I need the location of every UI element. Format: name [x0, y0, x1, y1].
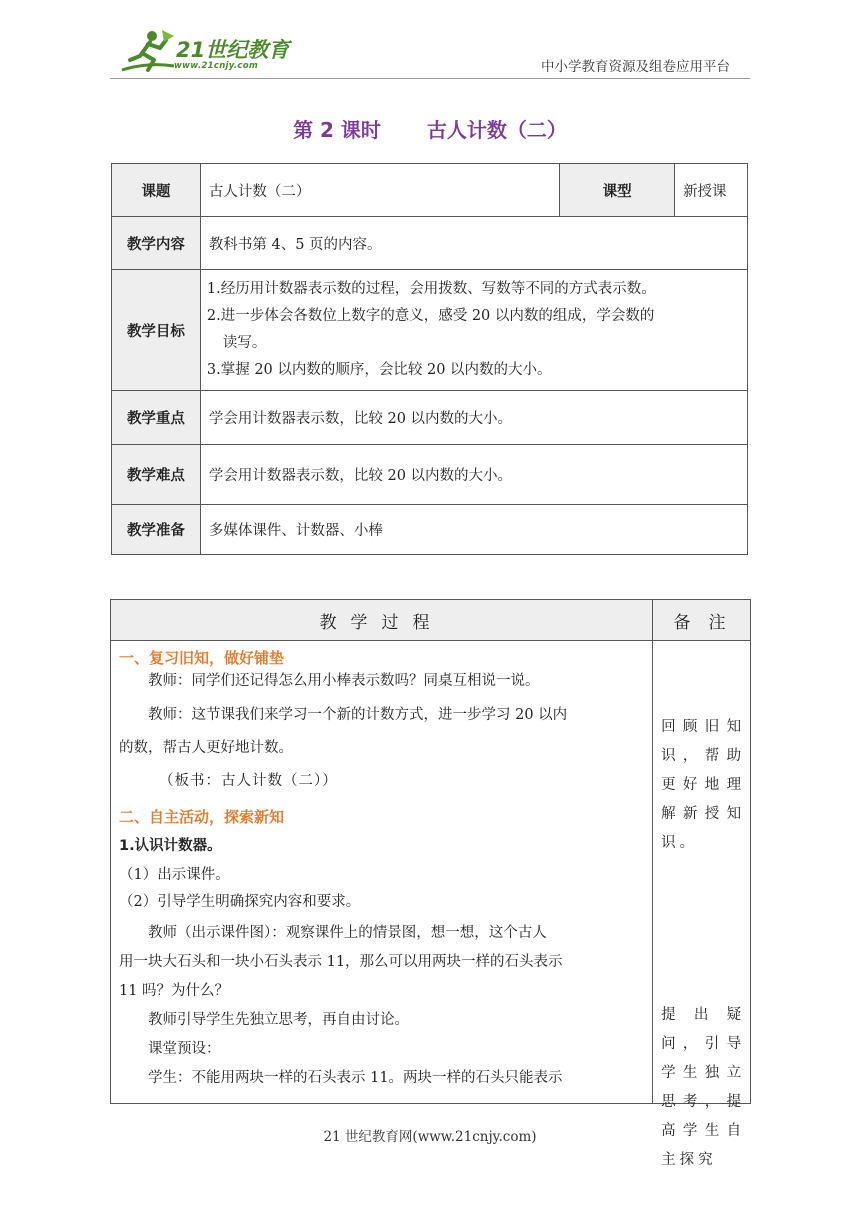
s2-paragraph-2: 教师引导学生先独立思考，再自由讨论。	[148, 1012, 409, 1028]
process-header-note: 备注	[653, 600, 751, 641]
goal-3: 3.掌握 20 以内数的顺序，会比较 20 以内数的大小。	[206, 362, 552, 378]
page-header	[0, 0, 860, 90]
s2-subtitle-1: 1.认识计数器。	[119, 838, 222, 854]
s2-paragraph-1c: 11 吗？为什么？	[119, 983, 230, 999]
difficulty-label: 教学难点	[112, 445, 201, 505]
s1-paragraph-2a: 教师：这节课我们来学习一个新的计数方式，进一步学习 20 以内	[148, 707, 568, 723]
info-row-topic	[112, 164, 748, 217]
type-label: 课型	[560, 164, 675, 217]
page-title	[0, 114, 860, 143]
info-row-goals	[112, 270, 748, 391]
info-row-key	[112, 391, 748, 445]
s1-paragraph-2b: 的数，帮古人更好地计数。	[119, 740, 293, 756]
info-row-prep	[112, 505, 748, 555]
prep-label: 教学准备	[112, 505, 201, 555]
logo-text: 21世纪教育	[176, 38, 290, 62]
process-body-row	[111, 641, 751, 1104]
lesson-name: 古人计数（二）	[426, 118, 567, 142]
s2-paragraph-3: 课堂预设：	[148, 1041, 221, 1057]
type-value: 新授课	[675, 164, 748, 217]
section-1-title: 一、复习旧知，做好铺垫	[119, 649, 285, 667]
info-row-difficulty	[112, 445, 748, 505]
s2-paragraph-1b: 用一块大石头和一块小石头表示 11，那么可以用两块一样的石头表示	[119, 954, 563, 970]
s2-step-2: （2）引导学生明确探究内容和要求。	[119, 894, 361, 910]
goal-2-cont: 读写。	[222, 335, 267, 351]
prep-value: 多媒体课件、计数器、小棒	[200, 505, 747, 555]
topic-label: 课题	[112, 164, 201, 217]
note-question: 提出疑问，引导学生独立思考，提高学生自主探究	[661, 1007, 746, 1168]
page-footer: 21 世纪教育网(www.21cnjy.com)	[323, 1129, 537, 1145]
header-divider	[110, 78, 750, 79]
topic-value: 古人计数（二）	[200, 164, 559, 217]
content-label: 教学内容	[112, 217, 201, 270]
goal-2: 2.进一步体会各数位上数字的意义，感受 20 以内数的组成，学会数的	[206, 308, 655, 324]
process-notes	[653, 641, 751, 1168]
goal-1: 1.经历用计数器表示数的过程，会用拨数、写数等不同的方式表示数。	[206, 281, 656, 297]
key-label: 教学重点	[112, 391, 201, 445]
s1-board-note: （板书：古人计数（二））	[159, 773, 338, 789]
platform-label: 中小学教育资源及组卷应用平台	[541, 59, 730, 75]
goals-cell	[200, 270, 747, 391]
logo-url: www.21cnjy.com	[174, 61, 258, 71]
s1-paragraph-1: 教师：同学们还记得怎么用小棒表示数吗？同桌互相说一说。	[148, 673, 540, 689]
difficulty-value: 学会用计数器表示数，比较 20 以内数的大小。	[200, 445, 747, 505]
lesson-number: 第 2 课时	[293, 118, 381, 142]
note-review: 回顾旧知识，帮助更好地理解新授知识。	[661, 719, 746, 851]
process-header-row	[111, 600, 751, 641]
goals-label: 教学目标	[112, 270, 201, 391]
info-row-content	[112, 217, 748, 270]
key-value: 学会用计数器表示数，比较 20 以内数的大小。	[200, 391, 747, 445]
content-value: 教科书第 4、5 页的内容。	[200, 217, 747, 270]
section-2-title: 二、自主活动，探索新知	[119, 808, 285, 826]
s2-step-1: （1）出示课件。	[119, 867, 230, 883]
lesson-info-table	[111, 163, 748, 555]
process-header-main: 教学过程	[111, 600, 653, 641]
process-content	[111, 641, 653, 1104]
s2-paragraph-1a: 教师（出示课件图）：观察课件上的情景图，想一想，这个古人	[148, 925, 547, 941]
s2-paragraph-4: 学生：不能用两块一样的石头表示 11。两块一样的石头只能表示	[148, 1070, 563, 1086]
